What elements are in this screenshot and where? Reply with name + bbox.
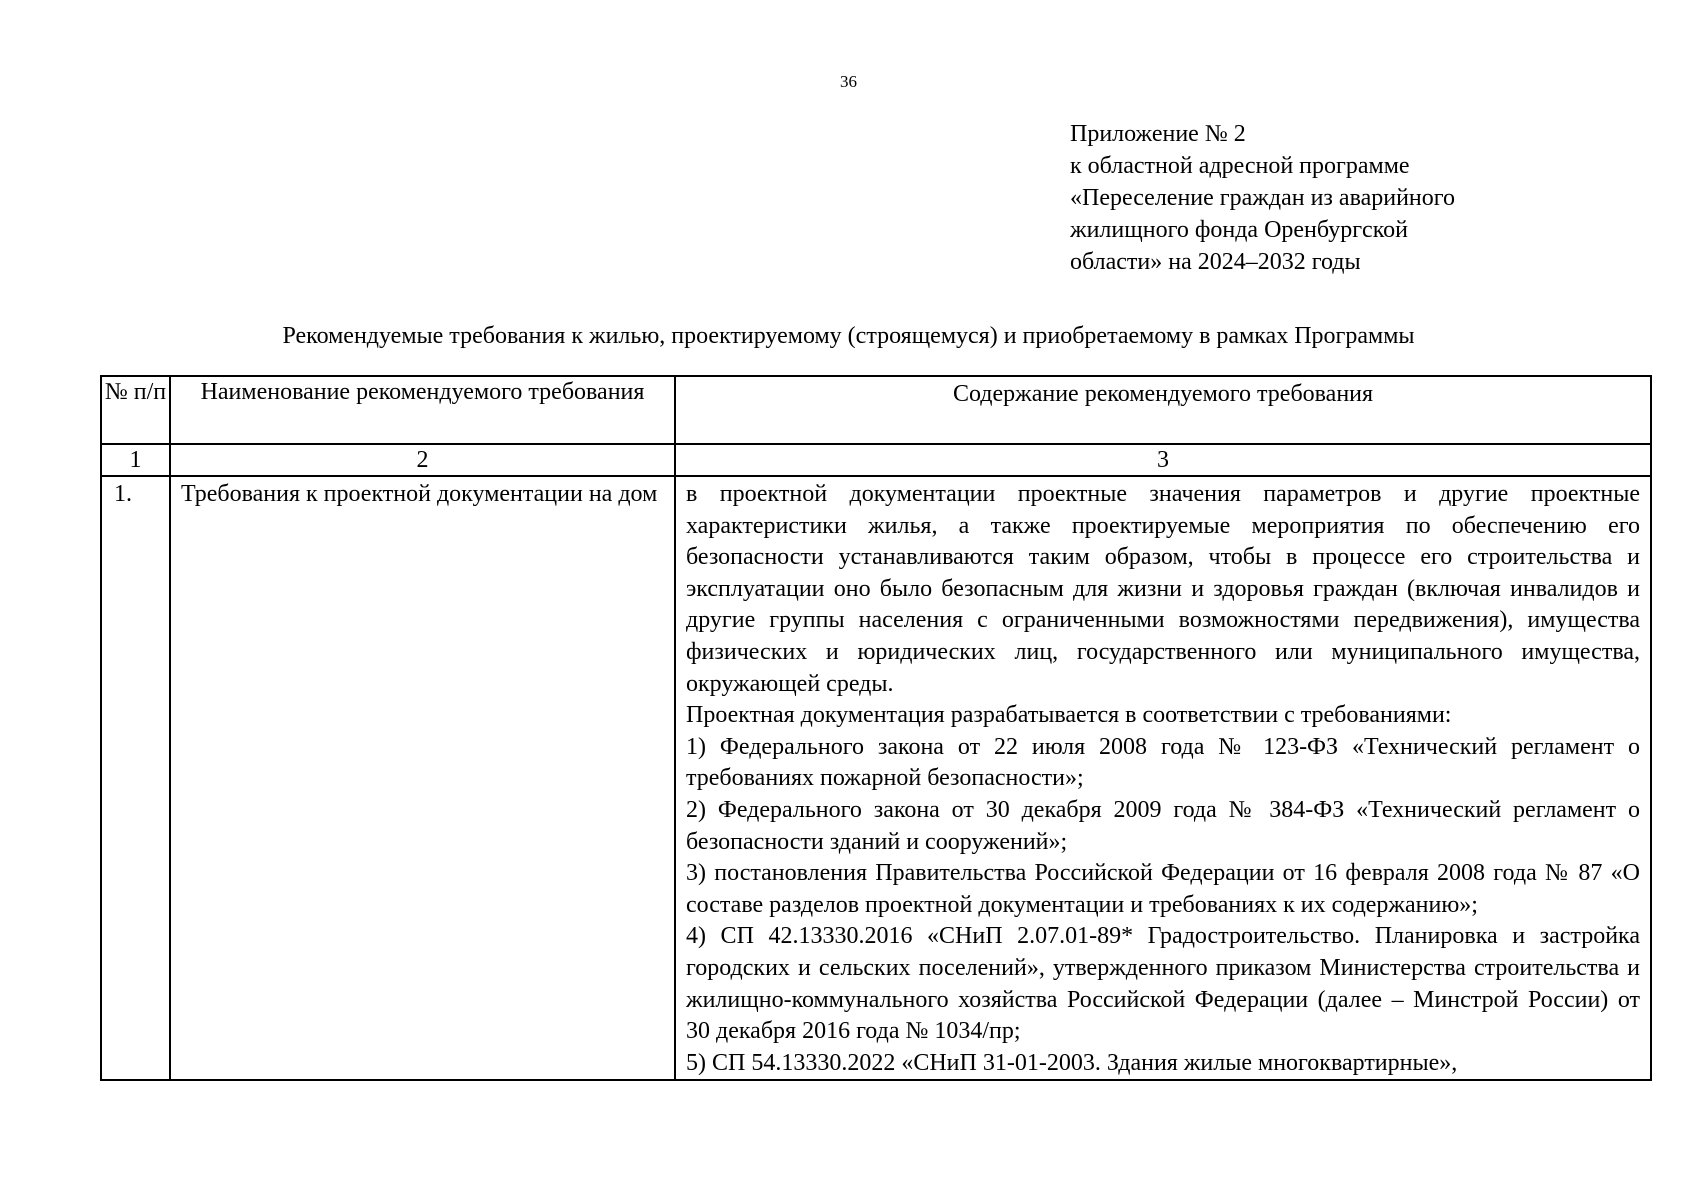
table-header-row (101, 376, 1651, 444)
page-number: 36 (840, 72, 857, 91)
requirement-name: Требования к проектной документации на дом (170, 476, 675, 1080)
column-number-row (101, 444, 1651, 476)
header-requirement-name: Наименование рекомендуемого требования (170, 376, 675, 444)
content-paragraph: 2) Федерального закона от 30 декабря 2009 года № 384-ФЗ «Технический регламент о безопасности зданий и сооружений»; (686, 796, 1640, 855)
requirements-table (100, 375, 1652, 1081)
column-number: 3 (675, 444, 1651, 476)
content-paragraph: Проектная документация разрабатывается в соответствии с требованиями: (686, 702, 1452, 729)
requirement-content (675, 476, 1651, 1080)
appendix-line: области» на 2024–2032 годы (1070, 249, 1361, 275)
row-number: 1. (101, 476, 170, 1080)
column-number: 1 (101, 444, 170, 476)
content-paragraph: в проектной документации проектные значения параметров и другие проектные характеристики жилья, а также проектируемые мероприятия по обеспечению его безопасности устанавливаются таким образом, чтобы в процессе его строительства и эксплуатации оно было безопасным для жизни и здоровья граждан (включая инвалидов и другие группы населения с ограниченными возможностями передвижения), имущества физических и юридических лиц, государственного или муниципального имущества, окружающей среды. (686, 481, 1640, 697)
content-paragraph: 1) Федерального закона от 22 июля 2008 года № 123-ФЗ «Технический регламент о требованиях пожарной безопасности»; (686, 733, 1640, 792)
content-paragraph: 5) СП 54.13330.2022 «СНиП 31-01-2003. Здания жилые многоквартирные», (686, 1049, 1458, 1076)
header-requirement-content: Содержание рекомендуемого требования (675, 376, 1651, 444)
appendix-line: «Переселение граждан из аварийного (1070, 185, 1456, 211)
content-paragraph: 3) постановления Правительства Российской Федерации от 16 февраля 2008 года № 87 «О составе разделов проектной документации и требованиях к их содержанию»; (686, 860, 1640, 918)
document-title: Рекомендуемые требования к жилью, проектируемому (строящемуся) и приобретаемому в рамках Программы (282, 323, 1415, 349)
appendix-heading (1070, 118, 1630, 278)
appendix-line: к областной адресной программе (1070, 153, 1410, 179)
appendix-line: жилищного фонда Оренбургской (1070, 217, 1408, 243)
column-number: 2 (170, 444, 675, 476)
appendix-line: Приложение № 2 (1070, 121, 1246, 147)
content-paragraph: 4) СП 42.13330.2016 «СНиП 2.07.01-89* Градостроительство. Планировка и застройка городских и сельских поселений», утвержденного приказом Министерства строительства и жилищно-коммунального хозяйства Российской Федерации (далее – Минстрой России) от 30 декабря 2016 года № 1034/пр; (686, 923, 1640, 1045)
table-row (101, 476, 1651, 1080)
header-number: № п/п (101, 376, 170, 444)
